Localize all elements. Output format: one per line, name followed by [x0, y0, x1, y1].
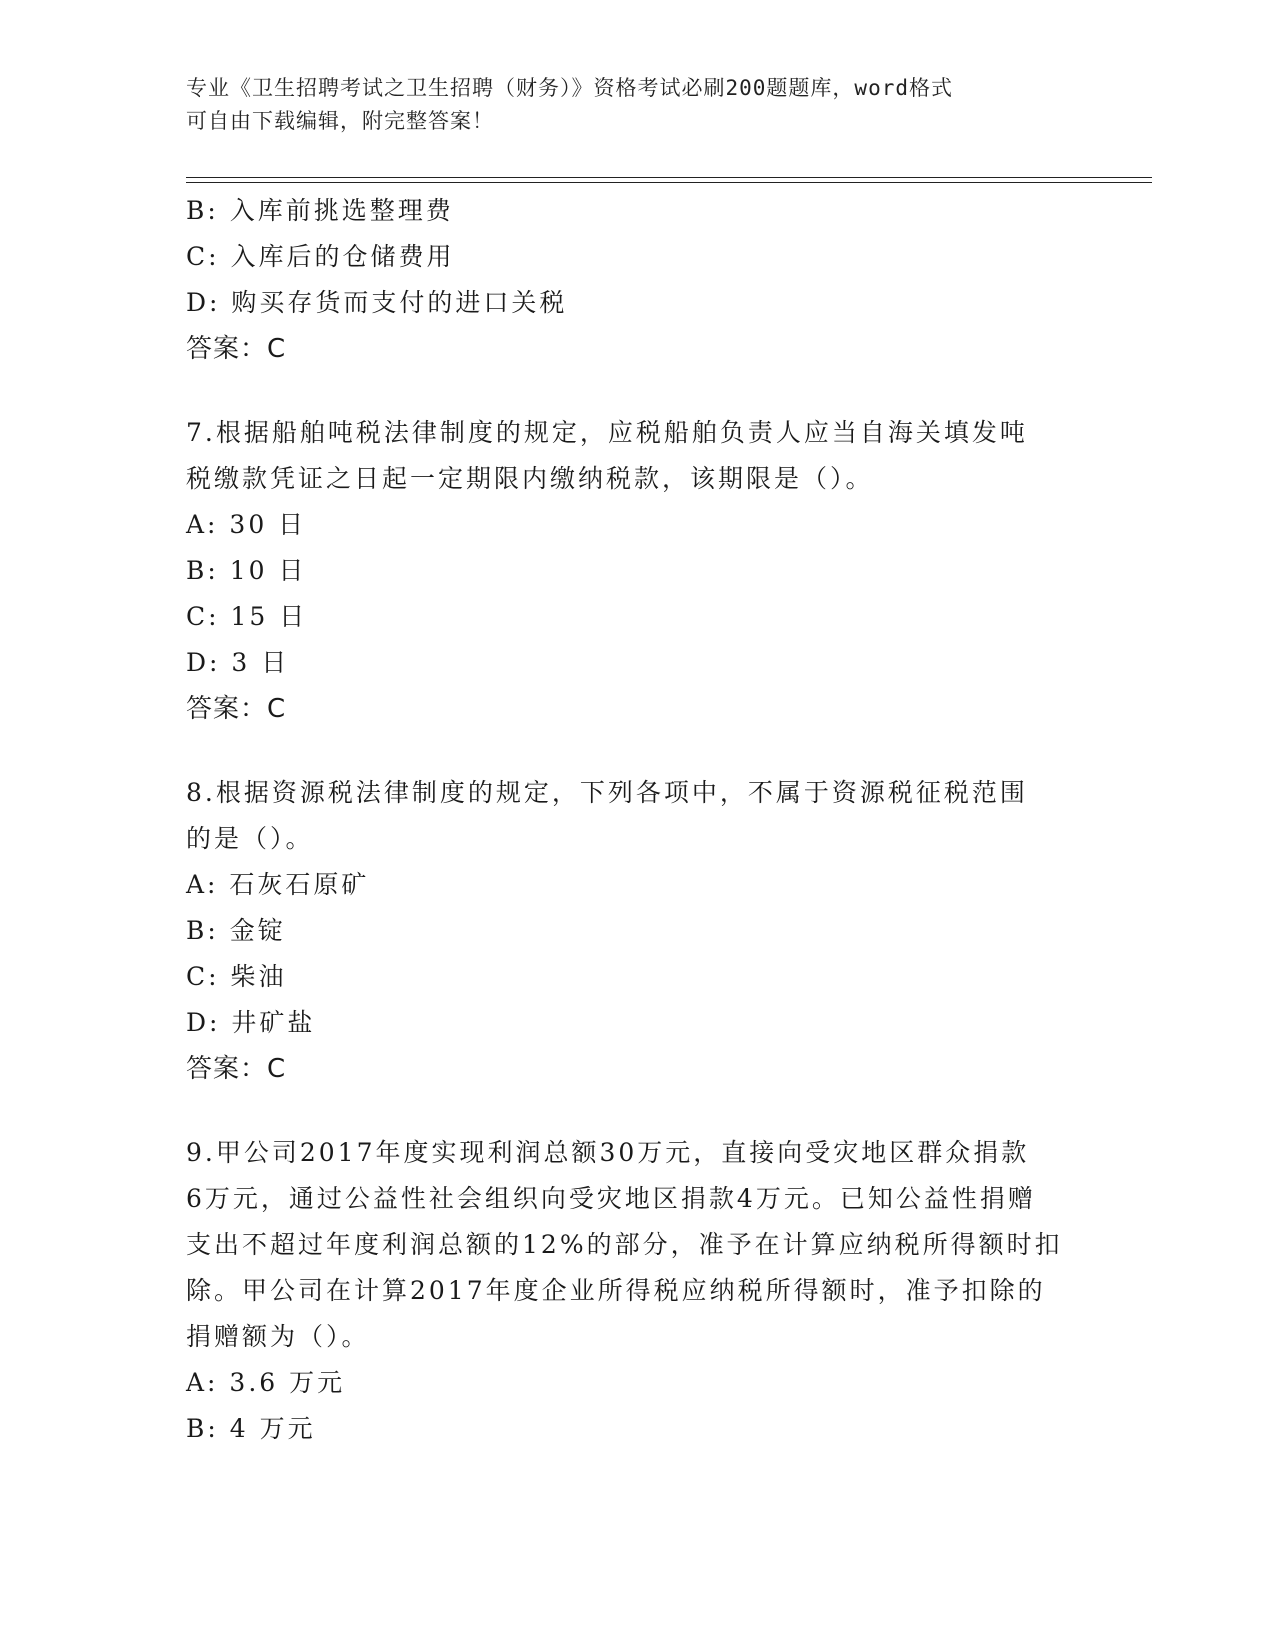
- question-stem-line: 除。甲公司在计算2017年度企业所得税应纳税所得额时，准予扣除的: [186, 1276, 1046, 1305]
- option-c: C: 15 日: [186, 602, 308, 631]
- question-stem-line: 的是（）。: [186, 824, 314, 853]
- header-divider-top: [186, 177, 1152, 178]
- question-block-prev: [186, 188, 1086, 372]
- spacer: [186, 372, 1086, 410]
- question-stem-line: 税缴款凭证之日起一定期限内缴纳税款，该期限是（）。: [186, 464, 874, 493]
- option-d: D: 井矿盐: [186, 1008, 316, 1037]
- question-stem-line: 8.根据资源税法律制度的规定，下列各项中，不属于资源税征税范围: [186, 778, 1028, 807]
- option-d: D: 购买存货而支付的进口关税: [186, 288, 568, 317]
- answer-line: 答案：C: [186, 1054, 287, 1084]
- document-body: [186, 188, 1086, 1452]
- option-b: B: 入库前挑选整理费: [186, 196, 454, 225]
- question-stem-line: 支出不超过年度利润总额的12%的部分，准予在计算应纳税所得额时扣: [186, 1230, 1063, 1259]
- question-stem-line: 捐赠额为（）。: [186, 1322, 370, 1351]
- header-line-2: 可自由下载编辑，附完整答案！: [186, 109, 494, 133]
- option-a: A: 3.6 万元: [186, 1368, 346, 1397]
- option-b: B: 4 万元: [186, 1414, 316, 1443]
- option-d: D: 3 日: [186, 648, 290, 677]
- option-b: B: 金锭: [186, 916, 286, 945]
- answer-line: 答案：C: [186, 334, 287, 364]
- question-block-7: [186, 410, 1086, 732]
- question-block-9: [186, 1130, 1086, 1452]
- question-block-8: [186, 770, 1086, 1092]
- option-b: B: 10 日: [186, 556, 307, 585]
- header-line-1: 专业《卫生招聘考试之卫生招聘（财务）》资格考试必刷200题题库，word格式: [186, 76, 953, 100]
- question-stem-line: 9.甲公司2017年度实现利润总额30万元，直接向受灾地区群众捐款: [186, 1138, 1030, 1167]
- header-divider-bottom: [186, 182, 1152, 183]
- option-c: C: 入库后的仓储费用: [186, 242, 455, 271]
- spacer: [186, 1092, 1086, 1130]
- answer-line: 答案：C: [186, 694, 287, 724]
- question-stem-line: 7.根据船舶吨税法律制度的规定，应税船舶负责人应当自海关填发吨: [186, 418, 1028, 447]
- spacer: [186, 732, 1086, 770]
- question-stem-line: 6万元，通过公益性社会组织向受灾地区捐款4万元。已知公益性捐赠: [186, 1184, 1036, 1213]
- document-header: [186, 72, 1066, 138]
- option-a: A: 石灰石原矿: [186, 870, 370, 899]
- option-c: C: 柴油: [186, 962, 287, 991]
- option-a: A: 30 日: [186, 510, 307, 539]
